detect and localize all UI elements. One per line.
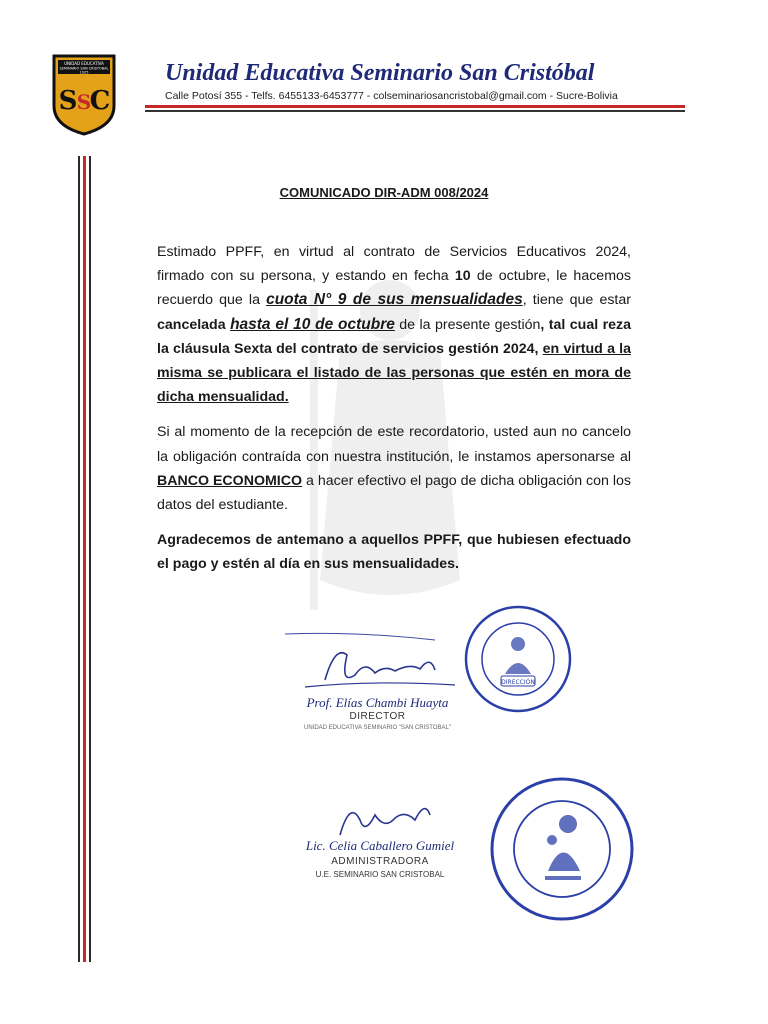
signer-institution: UNIDAD EDUCATIVA SEMINARIO "SAN CRISTOBAL" [304,725,451,731]
bank-name: BANCO ECONOMICO [157,472,303,489]
date-day: 10 [454,268,471,285]
signer-role: ADMINISTRADORA [331,856,429,867]
school-logo-icon [52,54,116,136]
left-border-stripe [89,156,91,962]
signer-institution: U.E. SEMINARIO SAN CRISTOBAL [315,870,445,879]
svg-text:C: C [89,86,111,116]
text-run: Estimado PPFF, en virtud al contrato de Servicios Educativos 2024, firmado con su persona, y estando en fecha [157,244,631,285]
administrator-signature [295,790,465,890]
text-run: de octubre, le hacemos recuerdo que la [157,268,631,309]
signer-role: DIRECTOR [349,711,406,722]
text-run-bold: , tal cual reza la cláusula Sexta del contrato de servicios gestión 2024, [157,316,631,357]
direction-seal-icon [463,604,573,714]
text-run: Si al momento de la recepción de este recordatorio, usted aun no cancelo la obligación contraída con nuestra institución, le instamos apersonarse al [157,424,631,465]
text-run: a hacer efectivo el pago de dicha obligación con los datos del estudiante. [157,472,632,514]
header-divider-dark [145,110,685,112]
director-signature [285,625,470,745]
deadline-highlight: hasta el 10 de octubre [230,315,395,333]
left-border-stripe-red [83,156,86,962]
svg-text:UNIDAD EDUCATIVA: UNIDAD EDUCATIVA [64,61,104,66]
paragraph-1 [157,240,631,409]
school-seal-icon [488,776,636,922]
signer-name: Prof. Elías Chambi Huayta [306,695,449,710]
left-border-stripe [78,156,80,962]
publication-notice: en virtud a la misma se publicara el listado de las personas que estén en mora de dicha mensualidad. [157,340,631,406]
text-run: de la presente gestión [394,316,541,333]
svg-text:1925: 1925 [79,70,89,75]
signer-name: Lic. Celia Caballero Gumiel [305,838,455,853]
document-body [157,240,631,588]
handwritten-signature-icon [285,625,470,705]
text-run: , tiene que estar [522,292,631,309]
school-contact-line: Calle Potosí 355 - Telfs. 6455133-6453777 - colseminariosancristobal@gmail.com - Sucre-Bolivia [165,90,618,102]
header-divider-red [145,105,685,108]
text-run-bold: cancelada [157,316,226,333]
school-name-title: Unidad Educativa Seminario San Cristóbal [165,60,595,86]
paragraph-3: Agradecemos de antemano a aquellos PPFF, que hubiesen efectuado el pago y estén al día en sus mensualidades. [157,532,631,573]
document-title: COMUNICADO DIR-ADM 008/2024 [279,185,489,200]
svg-text:S: S [76,90,92,114]
svg-text:DIRECCIÓN: DIRECCIÓN [501,679,535,686]
installment-highlight: cuota N° 9 de sus mensualidades [266,291,523,309]
paragraph-2 [157,420,631,517]
svg-text:SEMINARIO SAN CRISTOBAL: SEMINARIO SAN CRISTOBAL [59,66,109,71]
svg-text:S: S [58,86,78,116]
